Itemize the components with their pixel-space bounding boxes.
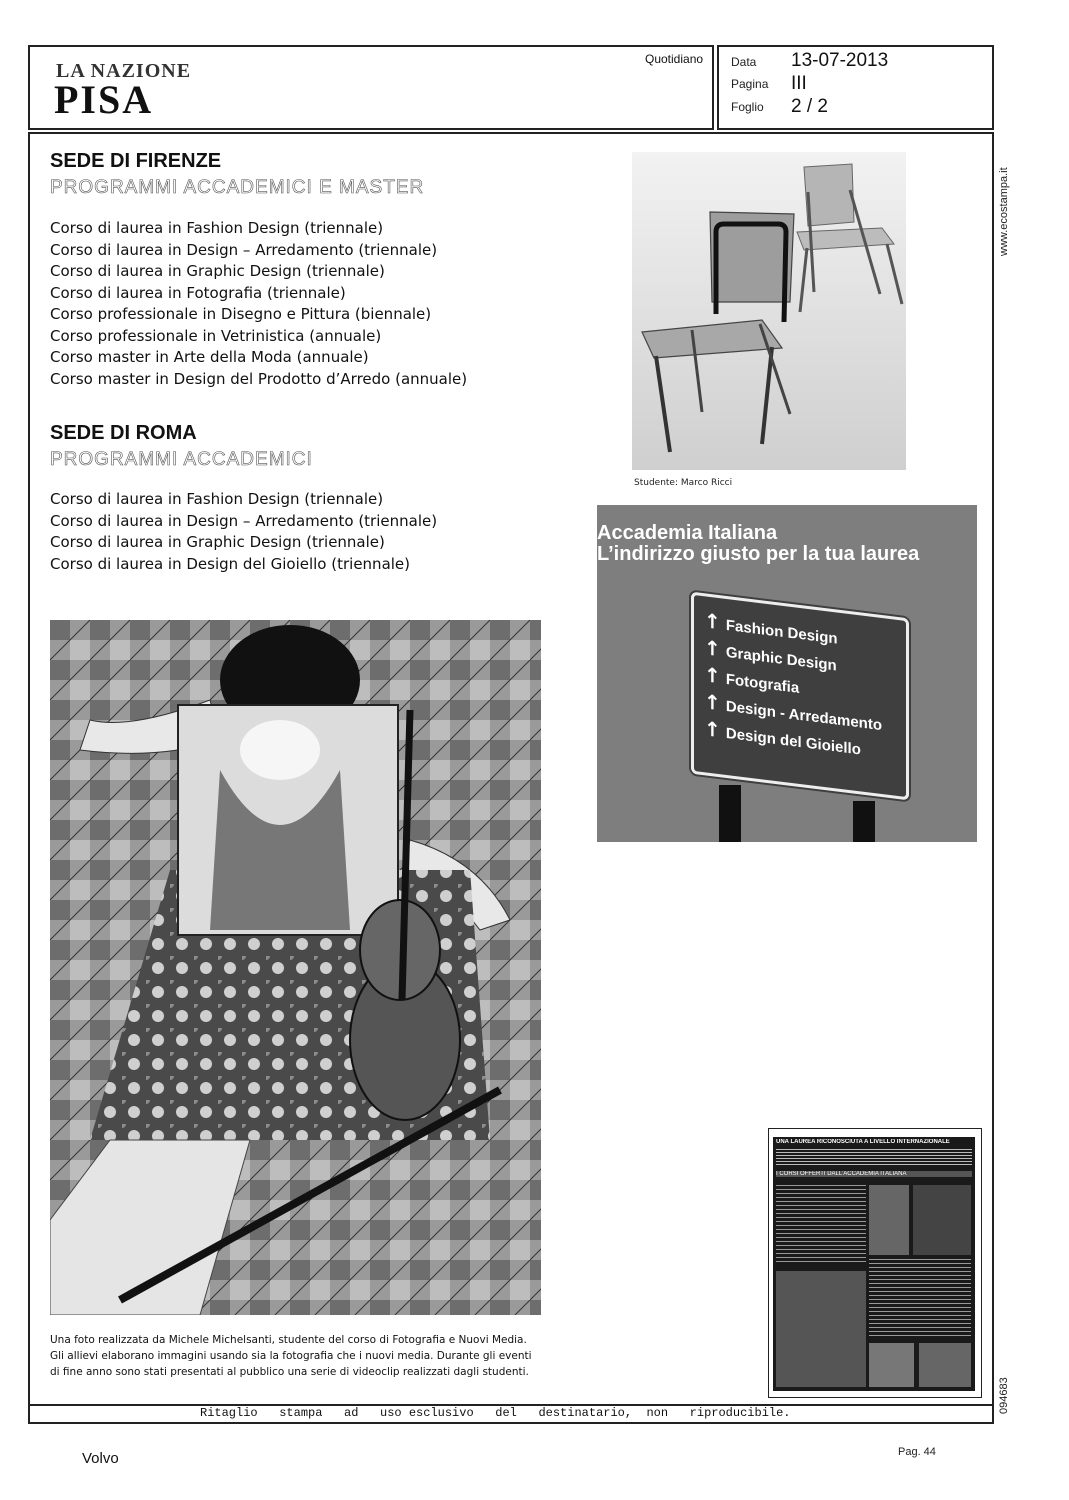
list-item: Corso professionale in Vetrinistica (annuale) xyxy=(50,326,382,345)
chair-illustration xyxy=(632,152,906,470)
newspaper-name: LA NAZIONE xyxy=(56,60,192,82)
list-item: Corso di laurea in Graphic Design (triennale) xyxy=(50,262,385,280)
thumbnail-text-block xyxy=(776,1149,972,1167)
list-item: Corso professionale in Disegno e Pittura (biennale) xyxy=(50,305,432,323)
sign-item-label: Design del Gioiello xyxy=(725,724,861,759)
thumbnail-headline: UNA LAUREA RICONOSCIUTA A LIVELLO INTERNAZIONALE xyxy=(776,1139,950,1145)
code-vertical-text: 094683 xyxy=(998,1377,1010,1414)
arrow-up-icon: ↑ xyxy=(704,662,721,689)
sign-item-list xyxy=(704,608,882,765)
firenze-subtitle: PROGRAMMI ACCADEMICI E MASTER xyxy=(50,177,425,198)
sheet-value: 2 / 2 xyxy=(791,96,828,117)
list-item: Corso master in Design del Prodotto d’Arredo (annuale) xyxy=(50,369,468,388)
date-label: Data xyxy=(731,55,757,69)
thumbnail-text-block xyxy=(776,1185,866,1265)
list-item: Corso di laurea in Design – Arredamento (triennale) xyxy=(50,511,438,530)
thumbnail-content xyxy=(773,1137,975,1391)
list-item: Corso di laurea in Design – Arredamento (triennale) xyxy=(50,240,438,259)
page-number: Pag. 44 xyxy=(898,1446,936,1458)
list-item: Corso di laurea in Fotografia (triennale) xyxy=(50,283,346,302)
chair-photo-caption: Studente: Marco Ricci xyxy=(634,478,733,488)
firenze-title: SEDE DI FIRENZE xyxy=(50,150,222,172)
date-value: 13-07-2013 xyxy=(791,50,889,71)
list-item: Corso di laurea in Fashion Design (triennale) xyxy=(50,219,384,237)
sign-item-label: Graphic Design xyxy=(725,643,837,675)
violin-photo-caption xyxy=(50,1332,550,1380)
arrow-up-icon: ↑ xyxy=(704,635,721,662)
ad-headline-1: Accademia Italiana xyxy=(597,522,778,544)
academy-ad xyxy=(597,505,977,842)
page-value: III xyxy=(791,73,807,94)
caption-line: Una foto realizzata da Michele Michelsanti, studente del corso di Fotografia e Nuovi Media. xyxy=(50,1334,527,1346)
sign-item-label: Fotografia xyxy=(725,670,800,697)
ad-headline-2: L’indirizzo giusto per la tua laurea xyxy=(597,543,920,565)
page-thumbnail xyxy=(768,1128,982,1398)
sign-item-label: Fashion Design xyxy=(725,616,838,648)
thumbnail-image xyxy=(919,1343,971,1387)
thumbnail-image xyxy=(776,1271,866,1387)
page-label: Pagina xyxy=(731,77,769,91)
thumbnail-subhead: I CORSI OFFERTI DALL’ACCADEMIA ITALIANA xyxy=(776,1171,972,1177)
roma-course-list xyxy=(50,489,570,575)
edition-name: PISA xyxy=(54,77,154,122)
thumbnail-text-block xyxy=(869,1259,971,1339)
sign-post-left xyxy=(719,785,741,842)
violin-photo-illustration xyxy=(50,620,541,1315)
list-item: Corso di laurea in Fashion Design (triennale) xyxy=(50,490,384,508)
chair-photo xyxy=(632,152,906,470)
arrow-up-icon: ↑ xyxy=(704,689,721,716)
sign-item-label: Design - Arredamento xyxy=(725,697,882,735)
list-item: Corso di laurea in Graphic Design (triennale) xyxy=(50,533,385,551)
list-item: Corso di laurea in Design del Gioiello (triennale) xyxy=(50,554,411,573)
disclaimer-text: Ritaglio stampa ad uso esclusivo del destinatario, non riproducibile. xyxy=(200,1406,791,1420)
list-item: Corso master in Arte della Moda (annuale) xyxy=(50,348,369,366)
thumbnail-image xyxy=(869,1185,909,1255)
sheet-label: Foglio xyxy=(731,100,764,114)
road-sign xyxy=(691,592,909,801)
arrow-up-icon: ↑ xyxy=(704,716,721,743)
arrow-up-icon: ↑ xyxy=(704,608,721,635)
sign-post-right xyxy=(853,801,875,842)
thumbnail-image xyxy=(913,1185,971,1255)
publication-type: Quotidiano xyxy=(645,52,704,66)
firenze-course-list xyxy=(50,218,570,390)
roma-subtitle: PROGRAMMI ACCADEMICI xyxy=(50,449,313,470)
violin-photo xyxy=(50,620,541,1315)
roma-title: SEDE DI ROMA xyxy=(50,422,197,444)
thumbnail-image xyxy=(869,1343,914,1387)
caption-line: Gli allievi elaborano immagini usando sia la fotografia che i nuovi media. Durante gli eventi xyxy=(50,1350,532,1362)
website-vertical-text: www.ecostampa.it xyxy=(998,167,1010,256)
caption-line: di fine anno sono stati presentati al pubblico una serie di videoclip realizzati dagli studenti. xyxy=(50,1366,529,1378)
client-name: Volvo xyxy=(82,1450,119,1467)
